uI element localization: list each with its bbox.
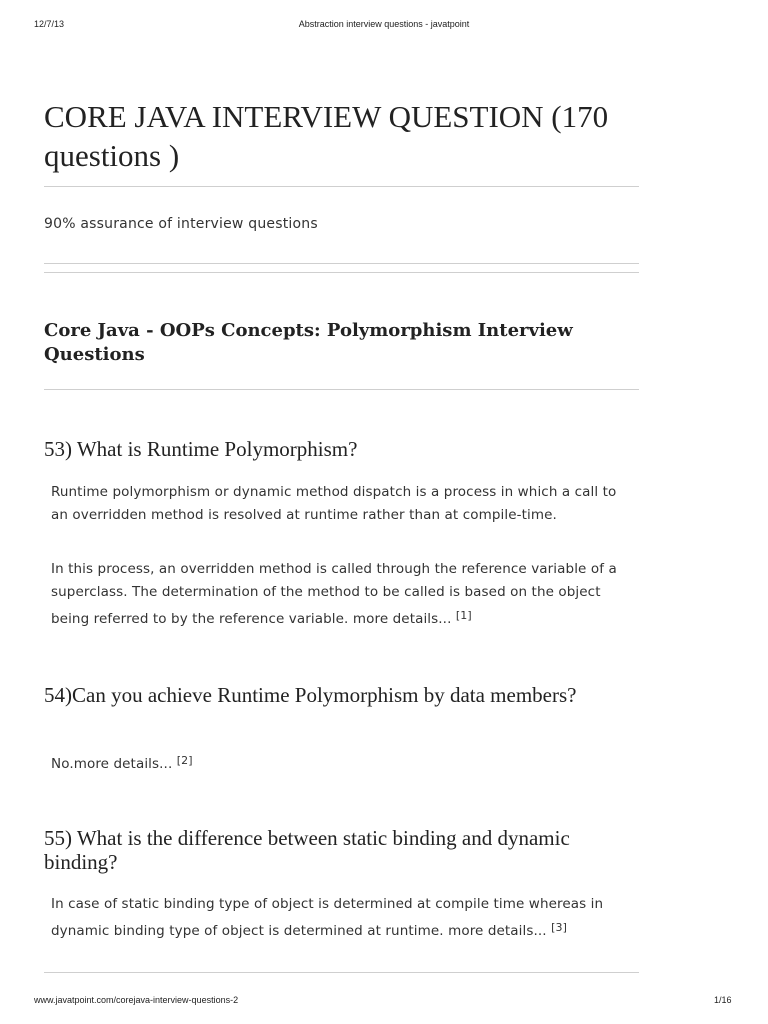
- answer-paragraph: [51, 558, 631, 631]
- question-title: 55) What is the difference between static binding and dynamic binding?: [44, 826, 570, 874]
- divider: [44, 272, 639, 273]
- answer-text: No.: [51, 756, 74, 772]
- more-details-link[interactable]: more details...: [352, 611, 452, 627]
- answer-paragraph: [51, 893, 631, 943]
- answer-text: In case of static binding type of object is determined at compile time whereas in dynamic binding type of object is determined at runtime.: [51, 896, 604, 939]
- page-number: 1/16: [714, 995, 732, 1005]
- more-details-link[interactable]: more details...: [73, 756, 173, 772]
- reference-marker: [3]: [551, 921, 567, 934]
- reference-marker: [1]: [455, 609, 472, 622]
- page-url: www.javatpoint.com/corejava-interview-questions-2: [34, 995, 239, 1005]
- assurance-text: 90% assurance of interview questions: [44, 216, 318, 232]
- print-date: 12/7/13: [34, 19, 65, 29]
- print-page-title: Abstraction interview questions - javatpoint: [298, 19, 470, 29]
- divider: [44, 389, 639, 390]
- divider: [44, 186, 639, 187]
- question-title: 54)Can you achieve Runtime Polymorphism by data members?: [44, 683, 577, 707]
- page-title: CORE JAVA INTERVIEW QUESTION (170 questions ): [44, 99, 609, 173]
- answer-paragraph: Runtime polymorphism or dynamic method dispatch is a process in which a call to an overridden method is resolved at runtime rather than at compile-time.: [51, 484, 617, 523]
- reference-marker: [2]: [176, 754, 193, 767]
- answer-text: In this process, an overridden method is called through the reference variable of a superclass. The determination of the method to be called is based on the object being referred to by the reference variable.: [51, 561, 617, 627]
- question-title: 53) What is Runtime Polymorphism?: [44, 437, 358, 461]
- divider: [44, 972, 639, 973]
- more-details-link[interactable]: more details...: [448, 923, 547, 939]
- answer-paragraph: [51, 749, 631, 776]
- divider: [44, 263, 639, 264]
- section-title: Core Java - OOPs Concepts: Polymorphism Interview Questions: [44, 320, 573, 365]
